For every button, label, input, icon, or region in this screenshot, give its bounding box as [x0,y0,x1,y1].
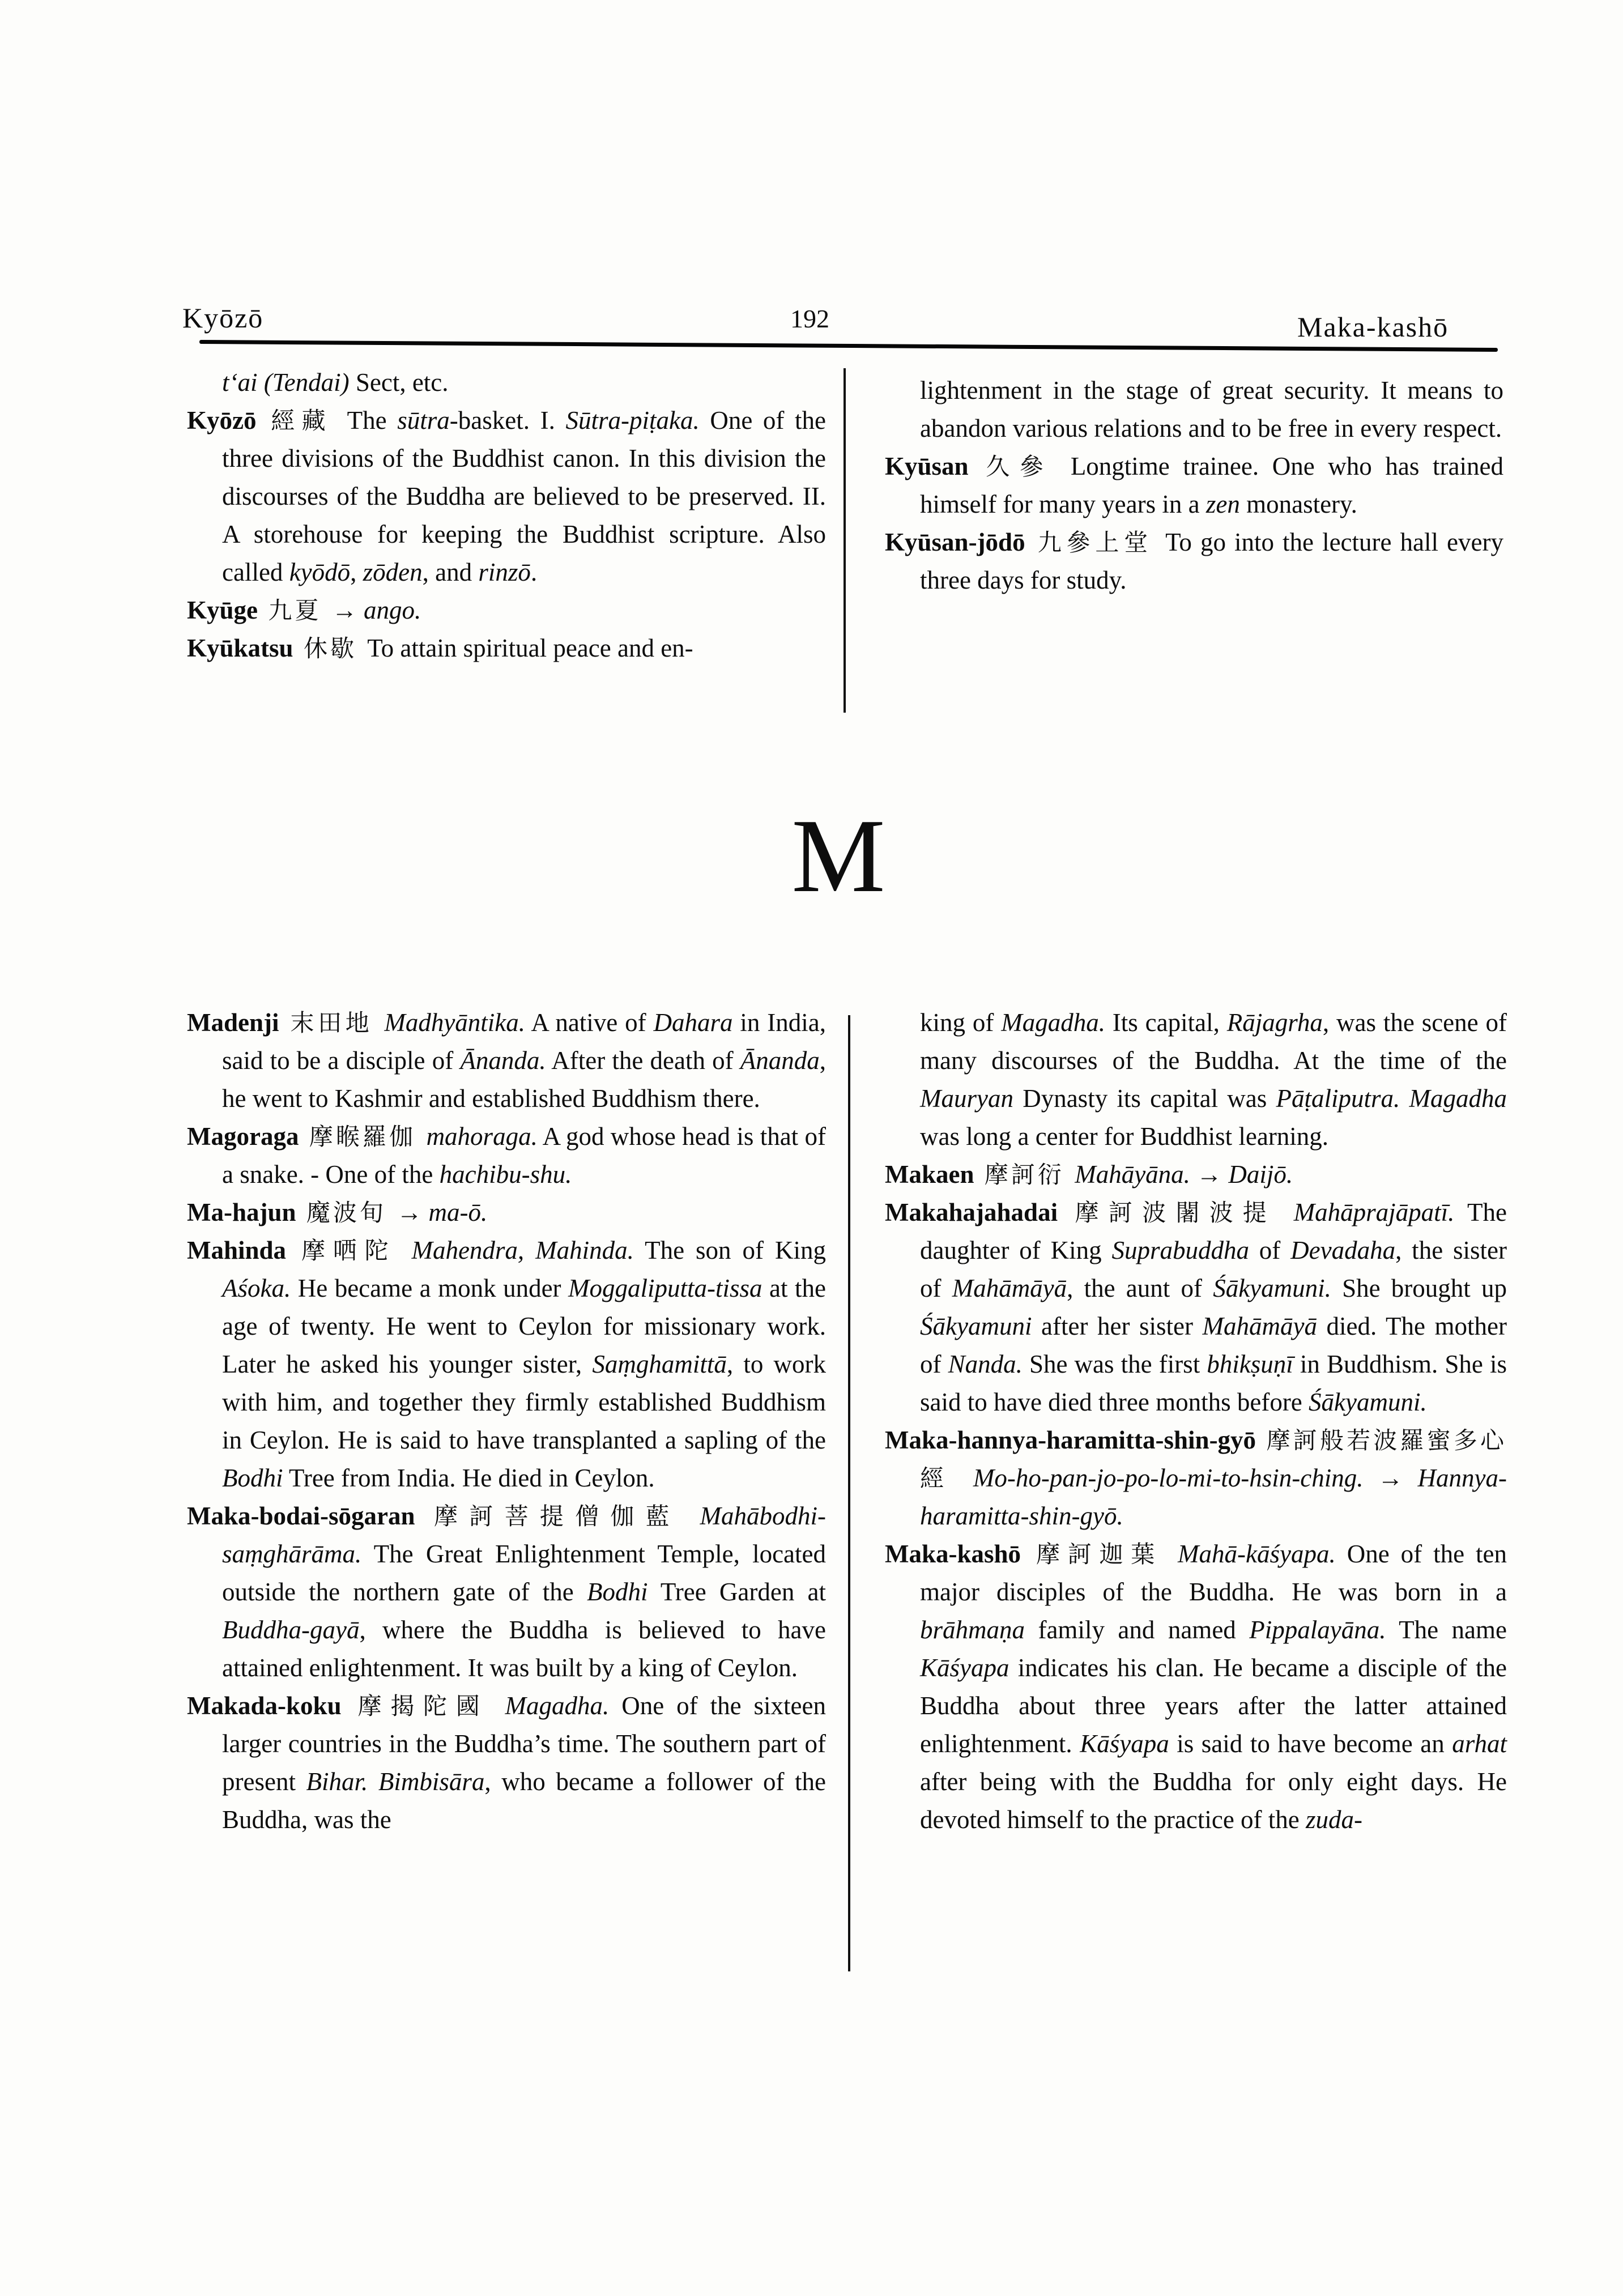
entry-text: Aśoka. [222,1274,291,1302]
entry-text: of [1249,1236,1291,1264]
entry-text: The name [1386,1616,1507,1644]
dictionary-entry [885,1535,1507,1839]
entry-text: One of the sixteen larger countries in the Buddha’s time. The southern part of present [222,1692,826,1796]
entry-kanji: 摩訶迦葉 [1021,1540,1178,1568]
entry-text: He became a monk under [291,1274,569,1302]
entry-kanji: 經藏 [256,407,347,435]
dictionary-entry [885,1194,1507,1421]
entry-text: was long a center for Buddhist learning. [920,1122,1329,1151]
entry-text: t‘ai (Tendai) [222,368,350,397]
entry-kanji: 末田地 [279,1009,385,1037]
entry-headword: Kyōzō [187,406,257,435]
entry-text: Mauryan [920,1084,1013,1113]
dictionary-entry [187,1232,826,1497]
entry-text: , to work with him, and together they firmly established Buddhism in Ceylon. He is said to have transplanted a sapling of the [222,1350,826,1454]
entry-kanji: 久參 [968,453,1071,480]
dictionary-entry [187,1004,826,1118]
entry-text: Mahāyāna. [1075,1160,1190,1189]
entry-continuation [885,1004,1507,1156]
entry-text: , he went to Kashmir and established Buddhism there. [222,1046,827,1113]
entry-text: Rājagrha [1226,1008,1323,1037]
entry-text: brāhmaṇa [920,1616,1025,1644]
dictionary-entry [885,448,1503,523]
entry-text: in India, said to be a disciple of [222,1008,827,1075]
entry-text: Ānanda. [460,1046,546,1075]
page-number: 192 [790,304,829,333]
entry-text: Hannya-haramitta-shin-gyō. [920,1464,1507,1530]
dictionary-entry [187,1118,826,1194]
entry-kanji: 魔波旬 [296,1199,397,1226]
entry-text: Bimbisāra [378,1767,485,1796]
entry-text: Mo-ho-pan-jo-po-lo-mi-to-hsin-ching. [973,1464,1364,1492]
entry-kanji: 摩揭陀國 [341,1692,505,1720]
entry-text: Bihar. [306,1767,368,1796]
dictionary-entry [187,402,826,591]
entry-kanji: 摩訶般若波羅蜜多心經 [920,1426,1507,1492]
entry-text: Mahā-kāśyapa. [1178,1540,1336,1568]
entry-headword: Makahajahadai [885,1198,1058,1226]
entry-text: Magadha. [1001,1008,1105,1037]
entry-text: Tree from India. He died in Ceylon. [283,1464,655,1492]
entry-text: sūtra [397,406,450,435]
entry-headword: Kyūsan [885,452,969,480]
entry-headword: Ma-hajun [187,1198,296,1226]
entry-text: Mahāmāyā [952,1274,1067,1302]
entry-headword: Maka-kashō [885,1540,1021,1568]
column-upper-right [885,372,1503,599]
entry-text: The [347,406,398,435]
entry-text: Mahendra, Mahinda. [411,1236,634,1264]
dictionary-entry [187,1497,826,1687]
entry-headword: Maka-bodai-sōgaran [187,1502,415,1530]
column-divider-lower [848,1015,850,1971]
entry-continuation [187,364,826,402]
entry-text: Bodhi [222,1464,283,1492]
entry-text: arhat [1452,1730,1507,1758]
entry-text [1400,1084,1409,1113]
entry-text: Śākyamuni [920,1312,1032,1340]
entry-text: The son of King [633,1236,826,1264]
entry-headword: Mahinda [187,1236,287,1264]
entry-text: ango. [363,596,421,624]
entry-text: Pāṭaliputra. [1276,1084,1400,1113]
entry-kanji: 摩訶衍 [974,1161,1075,1189]
entry-headword: Kyūkatsu [187,634,293,662]
entry-text: Tree Garden at [648,1578,826,1606]
dictionary-entry [187,1687,826,1839]
entry-text: Magadha. [505,1692,610,1720]
entry-text: zōden [363,558,423,586]
entry-text: A native of [525,1008,654,1037]
entry-text: Moggaliputta-tissa [568,1274,762,1302]
entry-text: Its capital, [1105,1008,1227,1037]
entry-text: Magadha [1409,1084,1507,1113]
entry-kanji: 摩訶波闍波提 [1058,1199,1294,1226]
entry-text: → [1363,1464,1418,1492]
header-guide-word-left: Kyōzō [182,302,264,334]
entry-text: Ānanda [740,1046,820,1075]
entry-text: She brought up [1331,1274,1507,1302]
entry-text: After the death of [546,1046,740,1075]
entry-text: family and named [1025,1616,1250,1644]
entry-text: zuda- [1306,1805,1362,1834]
entry-headword: Maka-hannya-haramitta-shin-gyō [885,1426,1256,1454]
entry-text: at the age of twenty. He went to Ceylon for missionary work. Later he asked his younger sister, [222,1274,826,1378]
entry-text: . [530,558,538,586]
entry-text: Mahābodhi-saṃghārāma. [222,1502,826,1568]
entry-text: → [397,1198,429,1226]
entry-text: Kāśyapa [1080,1730,1169,1758]
entry-text: Suprabuddha [1111,1236,1249,1264]
section-letter: M [791,798,885,914]
entry-text: , was the scene of many discourses of the Buddha. At the time of the [920,1008,1507,1075]
entry-text: Nanda. [948,1350,1023,1378]
dictionary-entry [187,629,826,667]
entry-text: kyōdō [289,558,351,586]
entry-text: Sūtra-piṭaka. [565,406,700,435]
dictionary-entry [885,523,1503,599]
entry-text: The daughter of King [920,1198,1507,1264]
entry-headword: Kyūsan-jōdō [885,528,1025,556]
entry-headword: Magoraga [187,1122,299,1151]
entry-text: , the aunt of [1067,1274,1213,1302]
dictionary-entry [885,1421,1507,1535]
entry-text: To go into the lecture hall every three days for study. [920,528,1503,594]
entry-text: → [331,596,364,624]
entry-text: hachibu-shu. [439,1160,572,1189]
entry-text: Dynasty its capital was [1013,1084,1276,1113]
entry-headword: Madenji [187,1008,279,1037]
entry-kanji: 九參上堂 [1025,529,1166,556]
entry-text: , the sister of [920,1236,1507,1302]
entry-text: monastery. [1239,490,1357,518]
entry-text: She was the first [1022,1350,1207,1378]
entry-text: after being with the Buddha for only eight days. He devoted himself to the practice of the [920,1767,1507,1834]
column-lower-right [885,1004,1507,1839]
entry-text: The Great Enlightenment Temple, located outside the northern gate of the [222,1540,826,1606]
entry-text: died. The mother of [920,1312,1507,1378]
entry-text: Sect, etc. [349,368,449,397]
entry-text: Dahara [653,1008,733,1037]
dictionary-entry [885,1156,1507,1194]
entry-text: One of the ten major disciples of the Buddha. He was born in a [920,1540,1507,1606]
entry-text: Devadaha [1290,1236,1396,1264]
entry-text: king of [920,1008,1002,1037]
entry-text: , [350,558,363,586]
entry-text: after her sister [1032,1312,1203,1340]
entry-text: Daijō. [1228,1160,1293,1189]
entry-kanji: 摩訶菩提僧伽藍 [415,1502,700,1530]
entry-text: One of the three divisions of the Buddhist canon. In this division the discourses of the Buddha are believed to be preserved. II. A storehouse for keeping the Buddhist scripture. Also called [222,406,827,586]
dictionary-entry [187,591,826,629]
entry-text: Bodhi [586,1578,648,1606]
entry-text [368,1767,378,1796]
entry-text: Saṃghamittā [592,1350,727,1378]
entry-text: → [1190,1160,1229,1189]
column-lower-left [187,1004,826,1839]
entry-headword: Makada-koku [187,1692,342,1720]
entry-text: Kāśyapa [920,1654,1009,1682]
column-upper-left [187,364,826,667]
entry-text: lightenment in the stage of great security. It means to abandon various relations and to be free in every respect. [920,376,1503,442]
entry-kanji: 摩睺羅伽 [299,1123,427,1151]
entry-text: Madhyāntika. [384,1008,526,1037]
entry-kanji: 休歇 [293,634,368,662]
entry-text: Mahāprajāpatī. [1293,1198,1455,1226]
entry-text: -basket. I. [449,406,566,435]
entry-kanji: 摩哂陀 [286,1237,412,1264]
entry-text: , where the Buddha is believed to have attained enlightenment. It was built by a king of Ceylon. [222,1616,826,1682]
entry-text: ma-ō. [428,1198,488,1226]
entry-headword: Kyūge [187,596,258,624]
entry-text: Śākyamuni. [1309,1388,1427,1416]
column-divider-upper [844,368,846,713]
entry-text: mahoraga. [426,1122,538,1151]
entry-kanji: 九夏 [258,597,332,624]
entry-text: Buddha-gayā [222,1616,360,1644]
entry-text: is said to have become an [1169,1730,1452,1758]
entry-text: indicates his clan. He became a disciple of the Buddha about three years after the latter attained enlightenment. [920,1654,1507,1758]
entry-text: Śākyamuni. [1213,1274,1331,1302]
entry-text: bhikṣuṇī [1207,1350,1293,1378]
entry-text: A god whose head is that of a snake. - One of the [222,1122,826,1189]
entry-text: Longtime trainee. One who has trained himself for many years in a [920,452,1503,518]
header-guide-word-right: Maka-kashō [1297,311,1449,343]
entry-text: Mahāmāyā [1202,1312,1317,1340]
entry-text: rinzō [478,558,531,586]
entry-text: zen [1205,490,1240,518]
dictionary-entry [187,1194,826,1232]
entry-text: , and [422,558,479,586]
entry-text: in Buddhism. She is said to have died three months before [920,1350,1507,1416]
entry-headword: Makaen [885,1160,974,1189]
entry-text: To attain spiritual peace and en- [367,634,693,662]
entry-continuation [885,372,1503,448]
entry-text: Pippalayāna. [1249,1616,1386,1644]
entry-text: , who became a follower of the Buddha, was the [222,1767,826,1834]
